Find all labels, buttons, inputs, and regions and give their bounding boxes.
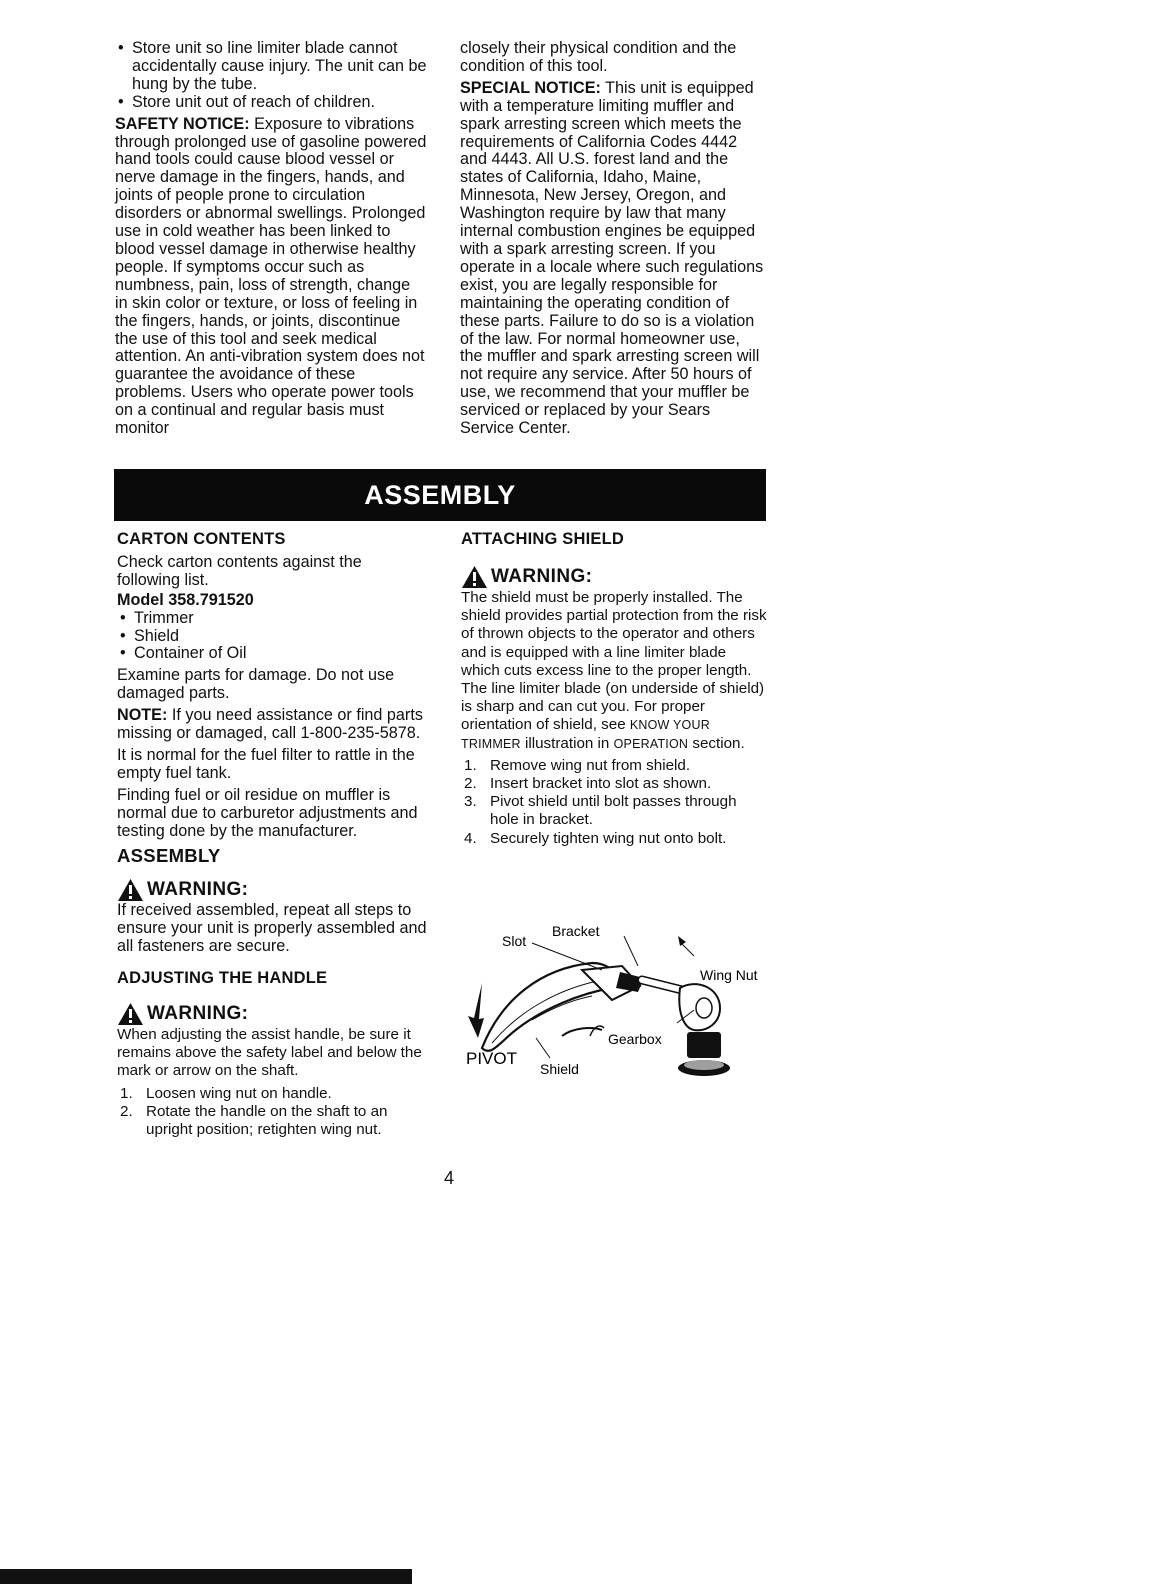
list-item: • Container of Oil (117, 645, 429, 663)
normal-text-residue: Finding fuel or oil residue on muffler is normal due to carburetor adjustments and testing done by the manufacturer. (117, 785, 418, 840)
lower-left-column (117, 531, 429, 1139)
adjusting-handle-heading: ADJUSTING THE HANDLE (117, 969, 328, 988)
figure-label-pivot: PIVOT (466, 1049, 518, 1068)
special-notice-label: SPECIAL NOTICE: (460, 78, 601, 97)
note-text: If you need assistance or find parts missing or damaged, call 1-800-235-5878. (117, 706, 423, 743)
examine-text: Examine parts for damage. Do not use damaged parts. (117, 666, 395, 703)
list-item: • Store unit so line limiter blade cannot accidentally cause injury. The unit can be hung by the tube. (115, 40, 427, 94)
warning-label: WARNING: (147, 1003, 249, 1025)
attaching-shield-heading: ATTACHING SHIELD (461, 530, 624, 548)
page-number: 4 (444, 1168, 455, 1188)
list-item: 4. Securely tighten wing nut onto bolt. (464, 829, 727, 847)
shield-assembly-figure (462, 908, 762, 1088)
note (117, 707, 429, 743)
shield-warning-text: The shield must be properly installed. The shield provides partial protection from the risk of thrown objects to the operator and others and is equipped with a line limiter blade which cuts excess line to the proper length. The line limiter blade (on underside of shield) is sharp and can cut you. For proper orientation of shield, see KNOW YOUR TRIMMER illustration in OPERATION section. (461, 588, 767, 752)
safety-notice-text: Exposure to vibrations through prolonged use of gasoline powered hand tools could cause blood vessel or nerve damage in the fingers, hands, and joints of people prone to circulation disorders or abnormal swellings. Prolonged use in cold weather has been linked to blood vessel damage in otherwise healthy people. If symptoms occur such as numbness, pain, loss of strength, change in skin color or texture, or loss of feeling in the fingers, hands, or joints, discontinue the use of this tool and seek medical attention. An anti-vibration system does not guarantee the avoidance of these problems. Users who operate power tools on a continual and regular basis must monitor (115, 114, 427, 438)
carton-text: Check carton contents against the following list. (117, 552, 362, 589)
normal-text-fuel-filter: It is normal for the fuel filter to rattle in the empty fuel tank. (117, 745, 415, 782)
gearbox-illustration (679, 984, 720, 1030)
figure-label-gearbox: Gearbox (608, 1031, 662, 1047)
section-banner: ASSEMBLY (114, 469, 766, 521)
list-item: • Store unit out of reach of children. (115, 94, 427, 112)
handle-warning (117, 1002, 429, 1081)
figure-label-slot: Slot (502, 933, 527, 949)
operation-ref: OPERATION (613, 736, 689, 751)
know-your-trimmer-ref: KNOW YOUR TRIMMER (461, 718, 710, 751)
list-item: 2. Insert bracket into slot as shown. (464, 774, 712, 792)
warning-line (117, 878, 429, 902)
assembly-warning-text: If received assembled, repeat all steps to ensure your unit is properly assembled and all fasteners are secure. (117, 901, 427, 956)
warning-label: WARNING: (147, 879, 249, 901)
model-number: Model 358.791520 (117, 590, 254, 609)
lower-right-column (461, 531, 767, 848)
warning-line (117, 1002, 429, 1026)
special-notice (460, 80, 766, 438)
warning-label: WARNING: (491, 565, 593, 587)
warning-icon (117, 878, 144, 902)
handle-warning-text: When adjusting the assist handle, be sure it remains above the safety label and below the mark or arrow on the shaft. (117, 1026, 422, 1080)
carton-contents-heading: CARTON CONTENTS (117, 530, 286, 548)
top-right-column (460, 40, 766, 438)
list-item: • Shield (117, 628, 429, 646)
footer-bar (0, 1569, 412, 1584)
warning-icon (461, 565, 488, 589)
list-item: 1. Remove wing nut from shield. (464, 756, 691, 774)
warning-line (461, 565, 767, 589)
list-item: 2. Rotate the handle on the shaft to an upright position; retighten wing nut. (120, 1102, 388, 1139)
continued-text: closely their physical condition and the condition of this tool. (460, 39, 737, 75)
safety-notice (115, 116, 427, 438)
special-notice-text: This unit is equipped with a temperature limiting muffler and spark arresting screen which meets the requirements of California Codes 4442 and 4443. All U.S. forest land and the states of California, Idaho, Maine, Minnesota, New Jersey, Oregon, and Washington require by law that many internal combustion engines be equipped with a spark arresting screen. If you operate in a locale where such regulations exist, you are legally responsible for maintaining the operating condition of these parts. Failure to do so is a violation of the law. For normal homeowner use, the muffler and spark arresting screen will not require any service. After 50 hours of use, we recommend that your muffler be serviced or replaced by your Sears Service Center. (460, 78, 764, 438)
figure-label-bracket: Bracket (552, 923, 600, 939)
assembly-heading: ASSEMBLY (117, 844, 221, 866)
list-item: 1. Loosen wing nut on handle. (120, 1084, 332, 1102)
figure-label-shield: Shield (540, 1061, 579, 1077)
list-item: 3. Pivot shield until bolt passes through hole in bracket. (464, 793, 737, 829)
shield-warning (461, 565, 767, 753)
figure-label-wing-nut: Wing Nut (700, 967, 758, 983)
safety-notice-label: SAFETY NOTICE: (115, 114, 250, 133)
note-label: NOTE: (117, 706, 168, 725)
assembly-warning (117, 878, 429, 956)
warning-icon (117, 1002, 144, 1026)
top-left-column (115, 40, 427, 438)
list-item: • Trimmer (117, 610, 429, 628)
